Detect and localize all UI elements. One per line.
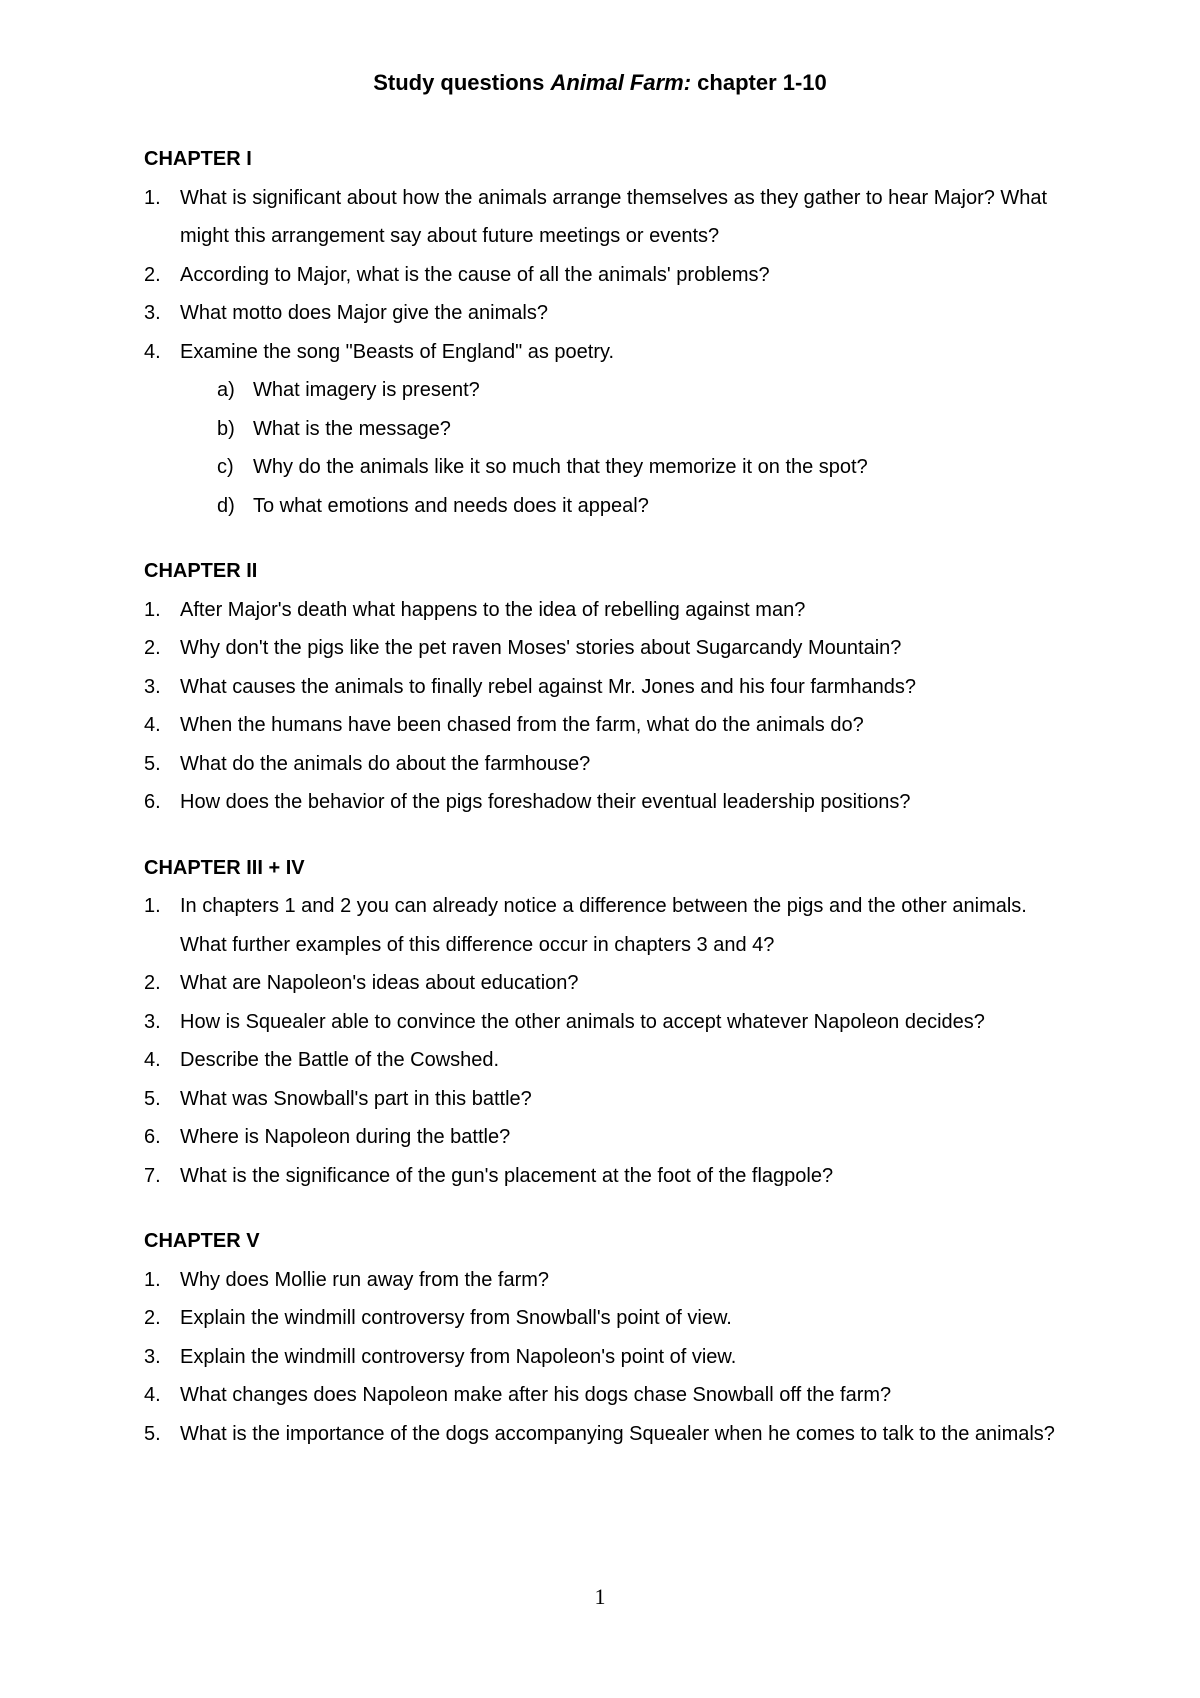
question-number: 7. [144,1164,161,1187]
question-number: 5. [144,1422,161,1445]
question-number: 4. [144,714,161,736]
chapter-heading: CHAPTER II [144,560,258,582]
sub-question-item [217,410,1064,449]
sub-question-letter: c) [217,456,234,478]
question-list [144,179,1064,372]
chapter-section [144,849,1064,1196]
question-text: According to Major, what is the cause of all the animals' problems? [180,263,770,286]
question-number: 4. [144,1384,161,1406]
question-item [144,629,1064,668]
question-item [144,1261,1064,1300]
question-item [144,1041,1064,1080]
question-number: 3. [144,1010,161,1033]
question-text: Explain the windmill controversy from Napoleon's point of view. [180,1345,737,1368]
question-number: 3. [144,675,161,698]
sub-question-item [217,371,1064,410]
question-number: 1. [144,186,161,209]
question-text: How is Squealer able to convince the other animals to accept whatever Napoleon decides? [180,1010,985,1033]
question-text: Why don't the pigs like the pet raven Moses' stories about Sugarcandy Mountain? [180,637,902,659]
question-number: 5. [144,752,161,775]
question-number: 3. [144,1345,161,1368]
question-item [144,1003,1064,1042]
title-prefix: Study questions [373,70,551,95]
sub-question-item [217,448,1064,487]
question-text: What is the importance of the dogs accompanying Squealer when he comes to talk to the animals? [180,1422,1055,1445]
question-text: When the humans have been chased from the farm, what do the animals do? [180,714,864,736]
title-suffix: chapter 1-10 [691,70,827,95]
sub-question-item [217,487,1064,526]
sub-question-text: What imagery is present? [253,379,480,401]
question-text: What is significant about how the animals arrange themselves as they gather to hear Major? What might this arrangement say about future meetings or events? [180,186,1048,247]
page-title [0,68,1200,98]
question-number: 2. [144,637,161,659]
question-list [144,591,1064,822]
chapter-heading: CHAPTER I [144,148,252,170]
question-item [144,887,1064,964]
question-text: Why does Mollie run away from the farm? [180,1268,550,1291]
question-item [144,333,1064,372]
question-number: 2. [144,1307,161,1329]
question-number: 1. [144,1268,161,1291]
sub-question-letter: d) [217,494,235,517]
sub-question-text: What is the message? [253,417,451,440]
question-number: 3. [144,302,161,324]
chapter-section [144,1222,1064,1453]
question-text: After Major's death what happens to the idea of rebelling against man? [180,598,806,621]
chapter-section [144,552,1064,822]
question-item [144,1157,1064,1196]
question-text: What changes does Napoleon make after his dogs chase Snowball off the farm? [180,1384,892,1406]
question-item [144,1080,1064,1119]
document-body [144,140,1064,1453]
question-text: What is the significance of the gun's placement at the foot of the flagpole? [180,1164,834,1187]
question-number: 5. [144,1087,161,1110]
chapter-section [144,140,1064,525]
title-book-name: Animal Farm: [550,70,692,95]
question-text: Explain the windmill controversy from Snowball's point of view. [180,1307,732,1329]
sub-question-letter: a) [217,379,235,401]
question-text: In chapters 1 and 2 you can already notice a difference between the pigs and the other animals. What further examples of this difference occur in chapters 3 and 4? [180,895,1027,956]
question-text: Where is Napoleon during the battle? [180,1126,511,1148]
question-item [144,179,1064,256]
question-item [144,706,1064,745]
question-item [144,1415,1064,1454]
question-list [144,887,1064,1195]
question-number: 1. [144,598,161,621]
question-number: 4. [144,340,161,363]
question-item [144,783,1064,822]
question-text: What do the animals do about the farmhouse? [180,752,591,775]
question-item [144,294,1064,333]
question-item [144,1118,1064,1157]
sub-question-list [144,371,1064,525]
sub-question-text: To what emotions and needs does it appeal? [253,494,649,517]
sub-question-text: Why do the animals like it so much that they memorize it on the spot? [253,456,868,478]
question-item [144,745,1064,784]
question-number: 2. [144,263,161,286]
question-list [144,1261,1064,1454]
question-number: 6. [144,1126,161,1148]
question-item [144,668,1064,707]
sub-question-letter: b) [217,417,235,440]
question-item [144,964,1064,1003]
page-number: 1 [594,1584,606,1609]
chapter-heading: CHAPTER V [144,1230,260,1252]
question-number: 2. [144,972,161,994]
question-text: Examine the song "Beasts of England" as poetry. [180,340,615,363]
question-item [144,256,1064,295]
question-item [144,591,1064,630]
question-item [144,1299,1064,1338]
question-text: How does the behavior of the pigs foreshadow their eventual leadership positions? [180,791,911,813]
question-number: 1. [144,895,161,917]
question-text: What was Snowball's part in this battle? [180,1087,532,1110]
chapter-heading: CHAPTER III + IV [144,856,305,879]
question-text: What are Napoleon's ideas about education? [180,972,579,994]
question-item [144,1376,1064,1415]
question-text: Describe the Battle of the Cowshed. [180,1049,500,1071]
question-item [144,1338,1064,1377]
question-text: What motto does Major give the animals? [180,302,548,324]
question-number: 4. [144,1049,161,1071]
question-text: What causes the animals to finally rebel against Mr. Jones and his four farmhands? [180,675,916,698]
question-number: 6. [144,791,161,813]
